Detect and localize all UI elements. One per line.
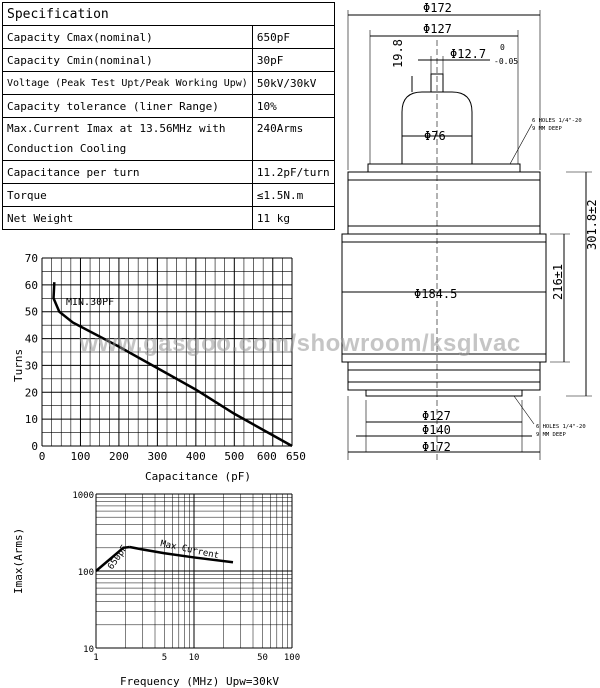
dim-bottom-flange: Φ127 xyxy=(422,409,451,423)
turns-x-tick-label: 600 xyxy=(256,450,277,463)
spec-label: Capacitance per turn xyxy=(3,161,253,184)
spec-row xyxy=(3,118,335,161)
note-bottom-depth: 9 MM DEEP xyxy=(536,432,566,438)
turns-y-tick-label: 50 xyxy=(24,305,38,319)
turns-x-tick-label: 300 xyxy=(147,450,168,463)
spec-value: 50kV/30kV xyxy=(252,72,334,95)
current-x-tick-label: 10 xyxy=(188,653,200,663)
turns-xlabel: Capacitance (pF) xyxy=(145,470,251,483)
spec-title: Specification xyxy=(3,3,335,26)
current-y-tick-label: 1000 xyxy=(72,491,94,501)
turns-x-tick-label: 100 xyxy=(70,450,91,463)
dim-overall-height: 301.8±2 xyxy=(585,199,599,250)
turns-chart xyxy=(0,250,310,490)
bottom-flange xyxy=(366,390,522,396)
dim-shaft-tol-lower: -0.05 xyxy=(494,57,519,66)
turns-y-tick-label: 20 xyxy=(24,386,38,400)
spec-label: Net Weight xyxy=(3,207,253,230)
spec-label: Max.Current Imax at 13.56MHz with Conduction Cooling xyxy=(3,118,253,161)
650pf-label: 650pF xyxy=(106,543,130,572)
note-top-holes: 6 HOLES 1/4"-20 xyxy=(532,118,582,124)
spec-value: 650pF xyxy=(252,26,334,49)
dim-bottom-outer: Φ172 xyxy=(422,440,451,454)
spec-row xyxy=(3,207,335,230)
dim-top-outer: Φ172 xyxy=(423,1,452,15)
top-flange xyxy=(368,164,520,172)
current-y-tick-label: 10 xyxy=(83,645,94,655)
dim-shaft-height: 19.8 xyxy=(391,39,405,68)
turns-y-tick-label: 0 xyxy=(31,440,38,453)
dim-top-flange: Φ127 xyxy=(423,22,452,36)
spec-row xyxy=(3,161,335,184)
dim-bottom-mid: Φ140 xyxy=(422,423,451,437)
spec-row xyxy=(3,49,335,72)
turns-x-tick-label: 400 xyxy=(185,450,206,463)
turns-x-tick-label: 200 xyxy=(108,450,129,463)
dim-shaft: Φ12.7 xyxy=(450,47,487,61)
note-bottom-holes: 6 HOLES 1/4"-20 xyxy=(536,424,586,430)
dim-cap: Φ76 xyxy=(424,129,446,143)
dim-body-height: 216±1 xyxy=(551,263,565,300)
turns-y-tick-label: 40 xyxy=(24,332,38,346)
turns-y-tick-label: 70 xyxy=(24,252,38,265)
turns-y-tick-label: 60 xyxy=(24,278,38,292)
turns-y-tick-label: 30 xyxy=(24,359,38,373)
spec-row xyxy=(3,184,335,207)
spec-value: 30pF xyxy=(252,49,334,72)
specification-table xyxy=(2,2,335,230)
spec-row xyxy=(3,26,335,49)
turns-ylabel: Turns xyxy=(12,348,25,382)
spec-label: Voltage (Peak Test Upt/Peak Working Upw) xyxy=(3,72,253,95)
current-x-tick-label: 100 xyxy=(283,653,301,663)
spec-value: 11.2pF/turn xyxy=(252,161,334,184)
spec-value: 240Arms xyxy=(252,118,334,161)
current-chart xyxy=(0,484,310,688)
note-top-depth: 9 MM DEEP xyxy=(532,126,562,132)
lower-ring xyxy=(348,362,540,390)
turns-x-tick-label: 500 xyxy=(224,450,245,463)
spec-row xyxy=(3,95,335,118)
spec-label: Capacity Cmax(nominal) xyxy=(3,26,253,49)
current-x-tick-label: 1 xyxy=(93,653,99,663)
capacitor-drawing xyxy=(330,0,600,470)
spec-label: Capacity tolerance (liner Range) xyxy=(3,95,253,118)
current-xlabel: Frequency (MHz) Upw=30kV xyxy=(120,675,279,688)
spec-value: 10% xyxy=(252,95,334,118)
current-ylabel: Imax(Arms) xyxy=(12,527,25,594)
current-x-tick-label: 50 xyxy=(257,653,268,663)
dim-body: Φ184.5 xyxy=(414,287,458,301)
min-30pf-annotation: MIN.30PF xyxy=(66,297,115,308)
max-current-label: Max Current xyxy=(159,539,220,562)
dim-shaft-tol-upper: 0 xyxy=(500,43,505,52)
spec-label: Capacity Cmin(nominal) xyxy=(3,49,253,72)
upper-ring xyxy=(348,172,540,234)
watermark: www.gasgoo.com/showroom/ksglvac xyxy=(79,330,521,357)
spec-value: ≤1.5N.m xyxy=(252,184,334,207)
turns-x-tick-label: 0 xyxy=(38,450,46,463)
spec-row xyxy=(3,72,335,95)
turns-x-tick-label: 650 xyxy=(286,450,306,463)
spec-value: 11 kg xyxy=(252,207,334,230)
spec-label: Torque xyxy=(3,184,253,207)
turns-y-tick-label: 10 xyxy=(24,413,38,427)
current-y-tick-label: 100 xyxy=(77,568,94,578)
current-x-tick-label: 5 xyxy=(161,653,168,663)
